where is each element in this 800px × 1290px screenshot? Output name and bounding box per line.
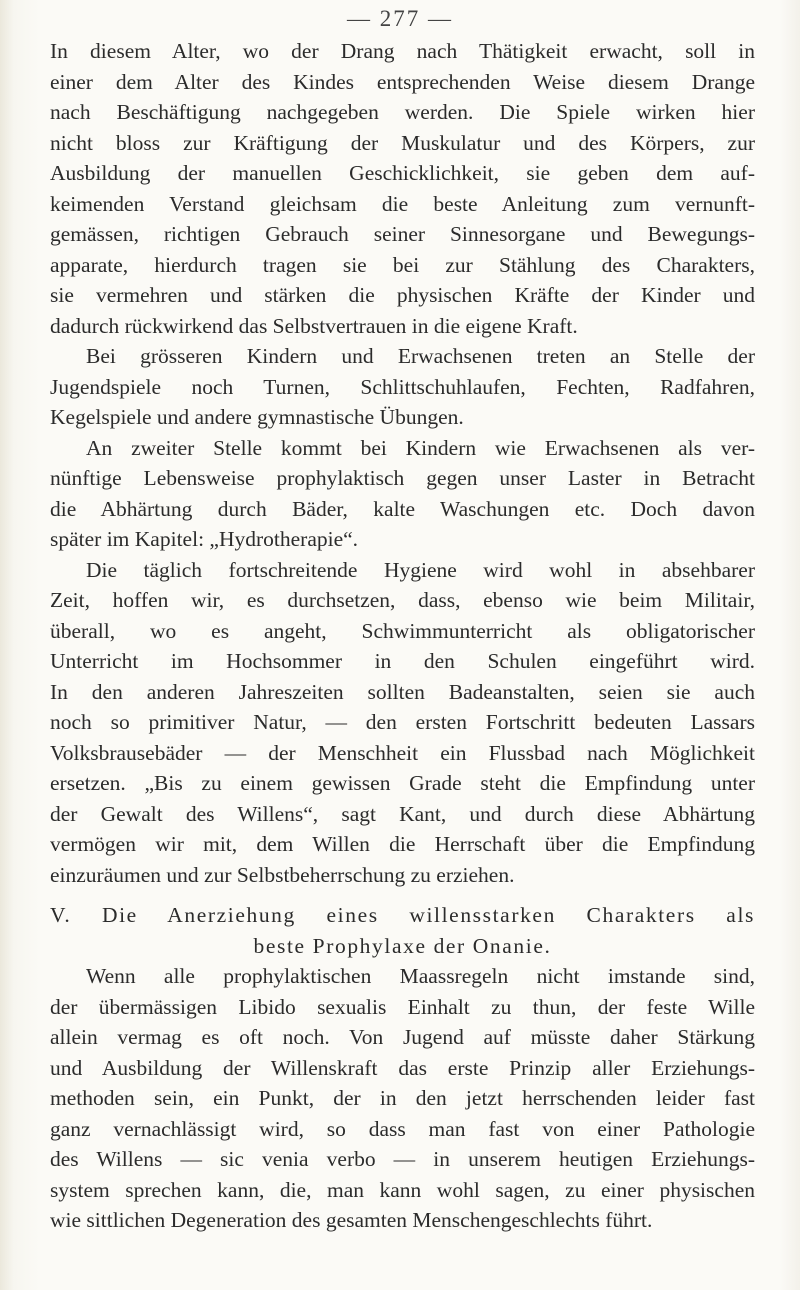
text-line: Bei grösseren Kindern und Erwachsenen treten an Stelle der <box>86 344 755 368</box>
paragraph-5 <box>50 961 755 1236</box>
text-line: nünftige Lebensweise prophylaktisch gegen unser Laster in Betracht <box>50 466 755 490</box>
text-line: später im Kapitel: „Hydrotherapie“. <box>50 527 359 551</box>
text-line: einer dem Alter des Kindes entsprechenden Weise diesem Drange <box>50 69 755 94</box>
text-line: Die täglich fortschreitende Hygiene wird wohl in absehbarer <box>86 557 755 582</box>
paragraph-3 <box>50 433 755 555</box>
text-line: allein vermag es oft noch. Von Jugend auf müsste daher Stärkung <box>50 1025 755 1049</box>
text-line: ersetzen. „Bis zu einem gewissen Grade steht die Empfindung unter <box>50 771 755 795</box>
text-line: dadurch rückwirkend das Selbstvertrauen in die eigene Kraft. <box>50 313 578 338</box>
text-line: In diesem Alter, wo der Drang nach Thätigkeit erwacht, soll in <box>50 39 755 63</box>
text-line: apparate, hierdurch tragen sie bei zur Stählung des Charakters, <box>50 252 755 277</box>
text-line: des Willens — sic venia verbo — in unserem heutigen Erziehungs- <box>50 1147 755 1171</box>
text-line: nicht bloss zur Kräftigung der Muskulatur und des Körpers, zur <box>50 130 755 155</box>
text-line: Wenn alle prophylaktischen Maassregeln nicht imstande sind, <box>86 964 755 988</box>
text-line: Jugendspiele noch Turnen, Schlittschuhlaufen, Fechten, Radfahren, <box>50 374 755 399</box>
page-number: — 277 — <box>347 6 453 31</box>
text-line: der Gewalt des Willens“, sagt Kant, und durch diese Abhärtung <box>50 801 755 826</box>
text-line: sie vermehren und stärken die physischen Kräfte der Kinder und <box>50 283 755 307</box>
body-text <box>50 36 755 1236</box>
section-heading-line-1: V. Die Anerziehung eines willensstarken Charakters als <box>50 903 755 927</box>
paragraph-2 <box>50 341 755 433</box>
text-line: vermögen wir mit, dem Willen die Herrschaft über die Empfindung <box>50 832 755 856</box>
section-heading-line-2: beste Prophylaxe der Onanie. <box>253 933 552 958</box>
text-line: Ausbildung der manuellen Geschicklichkeit, sie geben dem auf- <box>50 161 755 185</box>
text-line: An zweiter Stelle kommt bei Kindern wie Erwachsenen als ver- <box>86 435 755 460</box>
text-line: noch so primitiver Natur, — den ersten Fortschritt bedeuten Lassars <box>50 710 755 734</box>
text-line: system sprechen kann, die, man kann wohl sagen, zu einer physischen <box>50 1177 755 1202</box>
section-heading <box>50 900 755 961</box>
text-line: ganz vernachlässigt wird, so dass man fast von einer Pathologie <box>50 1116 755 1141</box>
text-line: einzuräumen und zur Selbstbeherrschung zu erziehen. <box>50 862 515 887</box>
text-line: der übermässigen Libido sexualis Einhalt zu thun, der feste Wille <box>50 994 755 1019</box>
text-line: wie sittlichen Degeneration des gesamten Menschengeschlechts führt. <box>50 1208 653 1232</box>
text-line: nach Beschäftigung nachgegeben werden. Die Spiele wirken hier <box>50 100 755 124</box>
text-line: Volksbrausebäder — der Menschheit ein Flussbad nach Möglichkeit <box>50 740 755 765</box>
paragraph-4 <box>50 555 755 891</box>
text-line: die Abhärtung durch Bäder, kalte Waschungen etc. Doch davon <box>50 496 755 521</box>
paragraph-1 <box>50 36 755 341</box>
text-line: Zeit, hoffen wir, es durchsetzen, dass, ebenso wie beim Militair, <box>50 588 755 612</box>
text-line: überall, wo es angeht, Schwimmunterricht als obligatorischer <box>50 618 755 643</box>
text-line: Unterricht im Hochsommer in den Schulen eingeführt wird. <box>50 649 755 673</box>
text-line: und Ausbildung der Willenskraft das erste Prinzip aller Erziehungs- <box>50 1055 755 1080</box>
text-line: methoden sein, ein Punkt, der in den jetzt herrschenden leider fast <box>50 1086 755 1110</box>
text-line: In den anderen Jahreszeiten sollten Badeanstalten, seien sie auch <box>50 679 755 704</box>
text-line: gemässen, richtigen Gebrauch seiner Sinnesorgane und Bewegungs- <box>50 222 755 246</box>
text-line: keimenden Verstand gleichsam die beste Anleitung zum vernunft- <box>50 191 755 216</box>
text-line: Kegelspiele und andere gymnastische Übungen. <box>50 405 464 429</box>
